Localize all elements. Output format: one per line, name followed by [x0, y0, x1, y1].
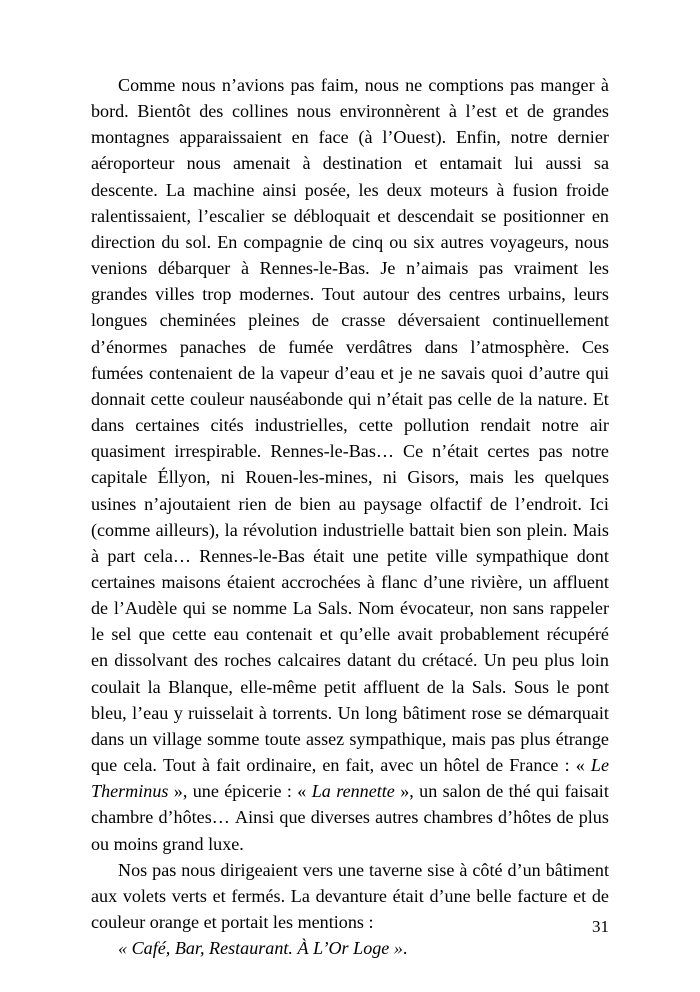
- text-line: Therminus », une épicerie : « La rennette », un salon de thé qui faisait: [91, 781, 609, 802]
- text-line: Nos pas nous dirigeaient vers une taverne sise à côté d’un bâtiment: [118, 859, 609, 880]
- text-line: à part cela… Rennes-le-Bas était une petite ville sympathique dont: [91, 545, 609, 566]
- text-line: chambre d’hôtes… Ainsi que diverses autres chambres d’hôtes de plus: [91, 807, 609, 828]
- text-line: dans certaines cités industrielles, cette pollution rendait notre air: [91, 415, 609, 436]
- text-line: dans un village somme toute assez sympathique, mais pas plus étrange: [91, 728, 609, 749]
- text-line: bleu, l’eau y ruisselait à torrents. Un long bâtiment rose se démarquait: [91, 702, 609, 723]
- text-line: venions débarquer à Rennes-le-Bas. Je n’aimais pas vraiment les: [91, 258, 609, 279]
- text-line: ralentissaient, l’escalier se débloquait et descendait se positionner en: [91, 205, 609, 226]
- text-line: grandes villes trop modernes. Tout autour des centres urbains, leurs: [91, 284, 609, 305]
- text-line: couleur orange et portait les mentions :: [91, 912, 374, 932]
- text-line: ou moins grand luxe.: [91, 833, 244, 854]
- text-line: d’énormes panaches de fumée verdâtres dans l’atmosphère. Ces: [91, 336, 609, 357]
- text-line: Comme nous n’avions pas faim, nous ne comptions pas manger à: [118, 75, 609, 95]
- page-number: 31: [592, 917, 609, 936]
- text-line: que cela. Tout à fait ordinaire, en fait, avec un hôtel de France : « Le: [91, 755, 609, 776]
- text-line: en dissolvant des roches calcaires datant du crétacé. Un peu plus loin: [91, 650, 609, 671]
- paragraph: [91, 935, 609, 961]
- text-line: longues cheminées pleines de crasse déversaient continuellement: [91, 310, 609, 331]
- text-line: usines n’ajoutaient rien de bien au paysage olfactif de l’endroit. Ici: [91, 493, 609, 514]
- text-line: montagnes apparaissaient en face (à l’Ouest). Enfin, notre dernier: [91, 127, 609, 148]
- text-line: de l’Audèle qui se nomme La Sals. Nom évocateur, non sans rappeler: [91, 598, 609, 619]
- text-line: quasiment irrespirable. Rennes-le-Bas… Ce n’était certes pas notre: [91, 441, 609, 462]
- text-line: aéroporteur nous amenait à destination et entamait lui aussi sa: [91, 153, 609, 174]
- text-line: aux volets verts et fermés. La devanture était d’une belle facture et de: [91, 885, 609, 906]
- text-line: certaines maisons étaient accrochées à flanc d’une rivière, un affluent: [91, 571, 609, 592]
- text-line: direction du sol. En compagnie de cinq ou six autres voyageurs, nous: [91, 231, 609, 252]
- text-line: le sel que cette eau contenait et qu’elle avait probablement récupéré: [91, 624, 609, 645]
- text-line: donnait cette couleur nauséabonde qui n’était pas celle de la nature. Et: [91, 388, 609, 409]
- paragraph: [91, 72, 609, 857]
- text-line: « Café, Bar, Restaurant. À L’Or Loge ».: [118, 938, 408, 959]
- text-line: (comme ailleurs), la révolution industrielle battait bien son plein. Mais: [91, 519, 609, 540]
- text-line: descente. La machine ainsi posée, les deux moteurs à fusion froide: [91, 179, 609, 200]
- text-line: bord. Bientôt des collines nous environnèrent à l’est et de grandes: [91, 101, 609, 122]
- body-text-column: [91, 72, 609, 961]
- text-line: capitale Éllyon, ni Rouen-les-mines, ni Gisors, mais les quelques: [91, 467, 609, 488]
- text-line: fumées contenaient de la vapeur d’eau et je ne savais quoi d’autre qui: [91, 362, 609, 383]
- text-line: coulait la Blanque, elle-même petit affluent de la Sals. Sous le pont: [91, 676, 609, 697]
